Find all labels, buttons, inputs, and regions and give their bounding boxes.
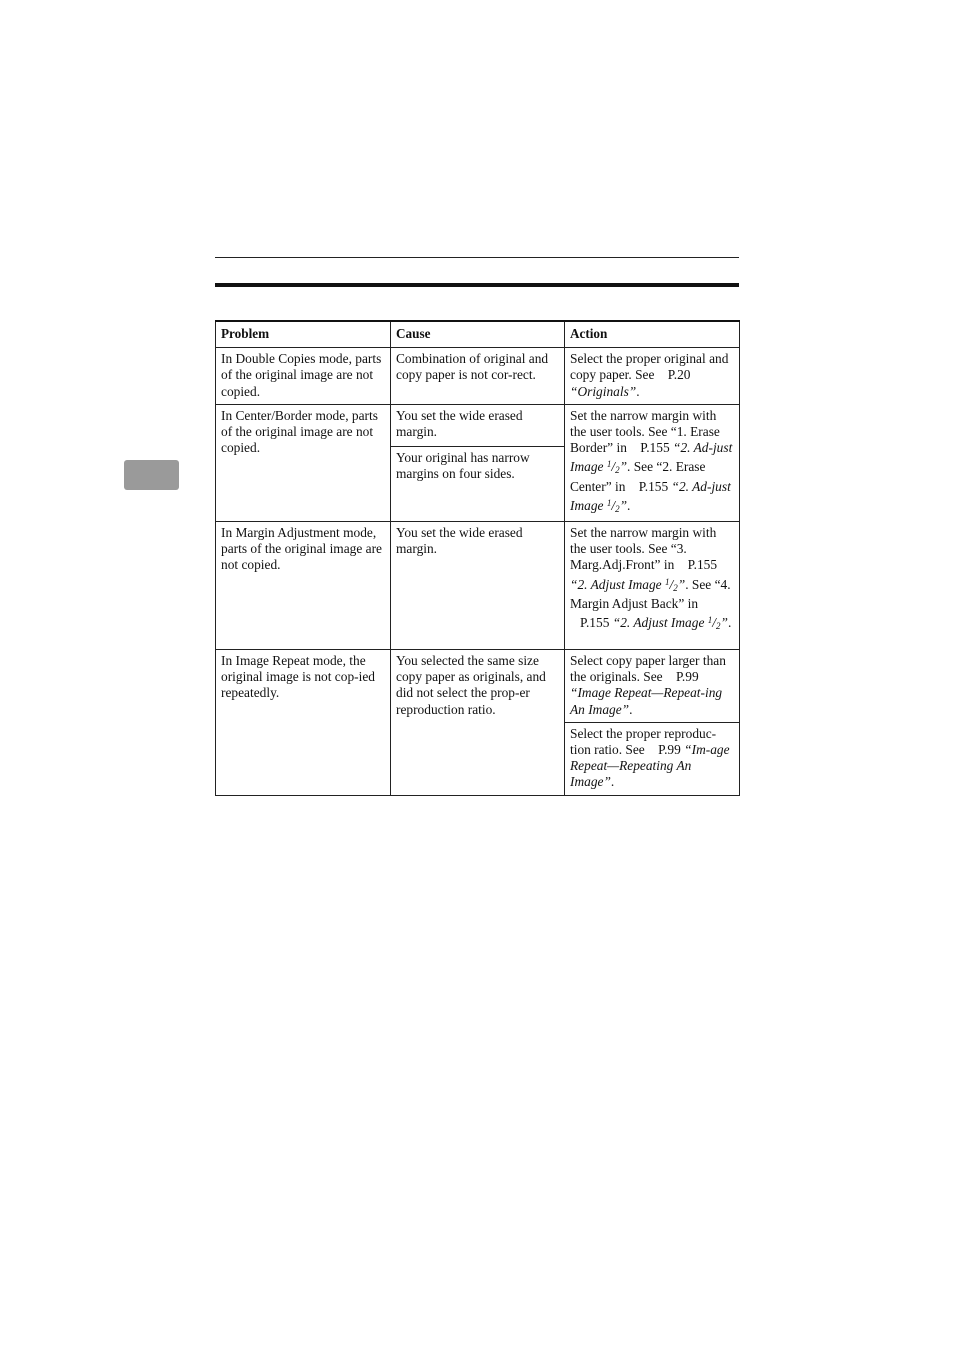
- table-row: [216, 404, 740, 446]
- fraction: $^1$/2”: [665, 576, 686, 593]
- punctuation: .: [629, 701, 633, 717]
- action-text: Select the proper original and copy paper. See: [570, 351, 729, 383]
- cause-cell: Your original has narrow margins on four sides.: [391, 446, 565, 521]
- action-text: Select the proper reproduc-tion ratio. See: [570, 725, 717, 758]
- table-row: [216, 348, 740, 405]
- action-text: Select copy paper larger than the originals. See: [570, 653, 726, 685]
- action-text: . See “4. Margin Adjust Back” in: [570, 576, 731, 611]
- punctuation: .: [610, 774, 615, 790]
- action-cell: [565, 348, 740, 405]
- reference-title: “2. Ad-just Image: [570, 440, 733, 475]
- table-row: [216, 522, 740, 650]
- page-reference-link[interactable]: P.155: [638, 478, 669, 494]
- problem-cell: In Double Copies mode, parts of the original image are not copied.: [216, 348, 391, 405]
- cause-cell: You set the wide erased margin.: [391, 404, 565, 446]
- header-rule-thin: [215, 257, 739, 258]
- fraction: $^1$/2”: [606, 459, 628, 476]
- action-text: Set the narrow margin with the user tools. See “3. Marg.Adj.Front” in: [570, 525, 717, 573]
- reference-title: “Im-age Repeat—Repeating An Image”: [570, 742, 730, 790]
- fraction: $^1$/2”: [606, 497, 628, 514]
- action-cell: [565, 522, 740, 650]
- reference-title: “2. Adjust Image: [612, 615, 705, 631]
- page-reference-link[interactable]: P.155: [580, 615, 610, 631]
- page-reference-link[interactable]: P.99: [675, 669, 699, 685]
- header-cause: Cause: [391, 321, 565, 348]
- header-rule-thick: [215, 283, 739, 287]
- header-problem: Problem: [216, 321, 391, 348]
- reference-title: “Originals”: [570, 383, 637, 399]
- fraction: $^1$/2”: [707, 615, 728, 632]
- action-cell: [565, 650, 740, 723]
- reference-title: “2. Adjust Image: [570, 576, 662, 592]
- table-row: [216, 650, 740, 723]
- problem-cell: In Center/Border mode, parts of the original image are not copied.: [216, 404, 391, 521]
- troubleshooting-table: [215, 320, 740, 796]
- punctuation: .: [727, 615, 732, 631]
- cause-cell: You selected the same size copy paper as originals, and did not select the prop-er reproduction ratio.: [391, 650, 565, 796]
- punctuation: .: [636, 383, 640, 399]
- page-reference-link[interactable]: P.99: [658, 742, 681, 758]
- punctuation: .: [627, 497, 631, 513]
- chapter-tab: [124, 460, 179, 490]
- reference-title: “2. Ad-just Image: [570, 478, 731, 513]
- action-text: Set the narrow margin with the user tools. See “1. Erase Border” in: [570, 407, 720, 456]
- cause-cell: Combination of original and copy paper is not cor-rect.: [391, 348, 565, 405]
- page-reference-link[interactable]: P.155: [687, 557, 718, 573]
- page-reference-link[interactable]: P.155: [640, 440, 670, 456]
- cause-cell: You set the wide erased margin.: [391, 522, 565, 650]
- page-reference-link[interactable]: P.20: [667, 367, 691, 383]
- problem-cell: In Margin Adjustment mode, parts of the original image are not copied.: [216, 522, 391, 650]
- action-cell: [565, 722, 740, 795]
- table-header-row: [216, 321, 740, 348]
- action-text: . See “2. Erase Center” in: [570, 459, 706, 494]
- problem-cell: In Image Repeat mode, the original image is not cop-ied repeatedly.: [216, 650, 391, 796]
- reference-title: “Image Repeat—Repeat-ing An Image”: [570, 685, 723, 717]
- action-cell: [565, 404, 740, 521]
- header-action: Action: [565, 321, 740, 348]
